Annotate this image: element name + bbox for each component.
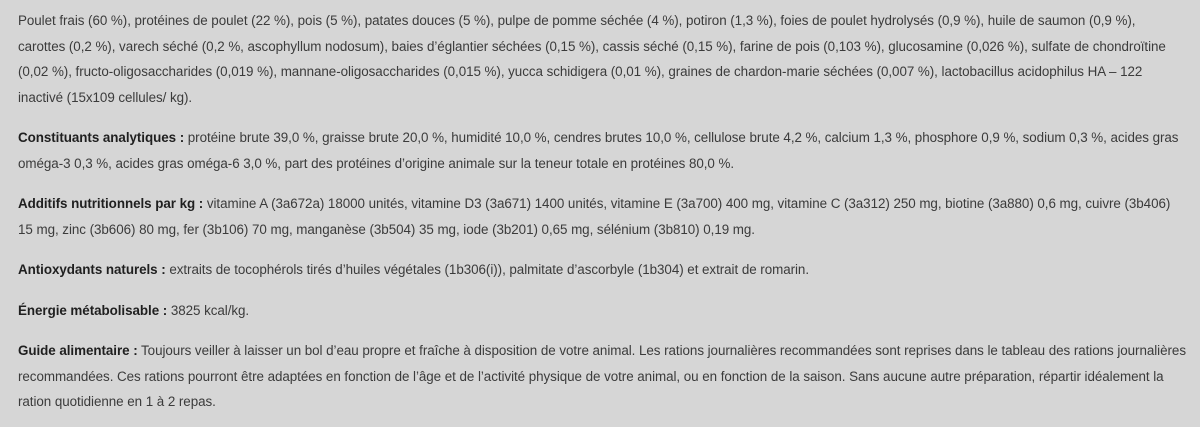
natural-antioxidants-label: Antioxydants naturels : [18,262,166,277]
feeding-guide-paragraph [18,338,1186,415]
analytical-constituents-paragraph [18,125,1186,176]
metabolizable-energy-paragraph [18,298,1186,324]
analytical-constituents-label: Constituants analytiques : [18,130,185,145]
metabolizable-energy-label: Énergie métabolisable : [18,302,168,318]
nutritional-additives-text: vitamine A (3a672a) 18000 unités, vitamine D3 (3a671) 1400 unités, vitamine E (3a700) 400 mg, vitamine C (3a312) 250 mg, biotine (3a880) 0,6 mg, cuivre (3b406) 15 mg, zinc (3b606) 80 mg, fer (3b106) 70 mg, manganèse (3b504) 35 mg, iode (3b201) 0,65 mg, sélénium (3b810) 0,19 mg. [18,196,1171,237]
nutritional-additives-label: Additifs nutritionnels par kg : [18,196,204,211]
nutritional-additives-paragraph [18,191,1186,242]
ingredients-paragraph: Poulet frais (60 %), protéines de poulet (22 %), pois (5 %), patates douces (5 %), pulpe de pomme séchée (4 %), potiron (1,3 %), foies de poulet hydrolysés (0,9 %), huile de saumon (0,9 %), carottes (0,2 %), varech séché (0,2 %, ascophyllum nodosum), baies d’églantier séchées (0,15 %), cassis séché (0,15 %), farine de pois (0,103 %), glucosamine (0,026 %), sulfate de chondroïtine (0,02 %), fructo-oligosaccharides (0,019 %), mannane-oligosaccharides (0,015 %), yucca schidigera (0,01 %), graines de chardon-marie séchées (0,007 %), lactobacillus acidophilus HA – 122 inactivé (15x109 cellules/ kg). [18,13,1166,105]
natural-antioxidants-text: extraits de tocophérols tirés d’huiles végétales (1b306(i)), palmitate d’ascorbyle (1b304) et extrait de romarin. [165,262,809,277]
feeding-guide-label: Guide alimentaire : [18,343,138,358]
metabolizable-energy-text: 3825 kcal/kg. [167,302,250,318]
natural-antioxidants-paragraph [18,257,1186,283]
feeding-guide-text: Toujours veiller à laisser un bol d’eau propre et fraîche à disposition de votre animal. Les rations journalières recommandées sont reprises dans le tableau des rations journalières recommandées. Ces rations pourront être adaptées en fonction de l’âge et de l’activité physique de votre animal, ou en fonction de la saison. Sans aucune autre préparation, répartir idéalement la ration quotidienne en 1 à 2 repas. [18,343,1186,409]
analytical-constituents-text: protéine brute 39,0 %, graisse brute 20,0 %, humidité 10,0 %, cendres brutes 10,0 %, cellulose brute 4,2 %, calcium 1,3 %, phosphore 0,9 %, sodium 0,3 %, acides gras oméga-3 0,3 %, acides gras oméga-6 3,0 %, part des protéines d’origine animale sur la teneur totale en protéines 80,0 %. [18,130,1179,171]
